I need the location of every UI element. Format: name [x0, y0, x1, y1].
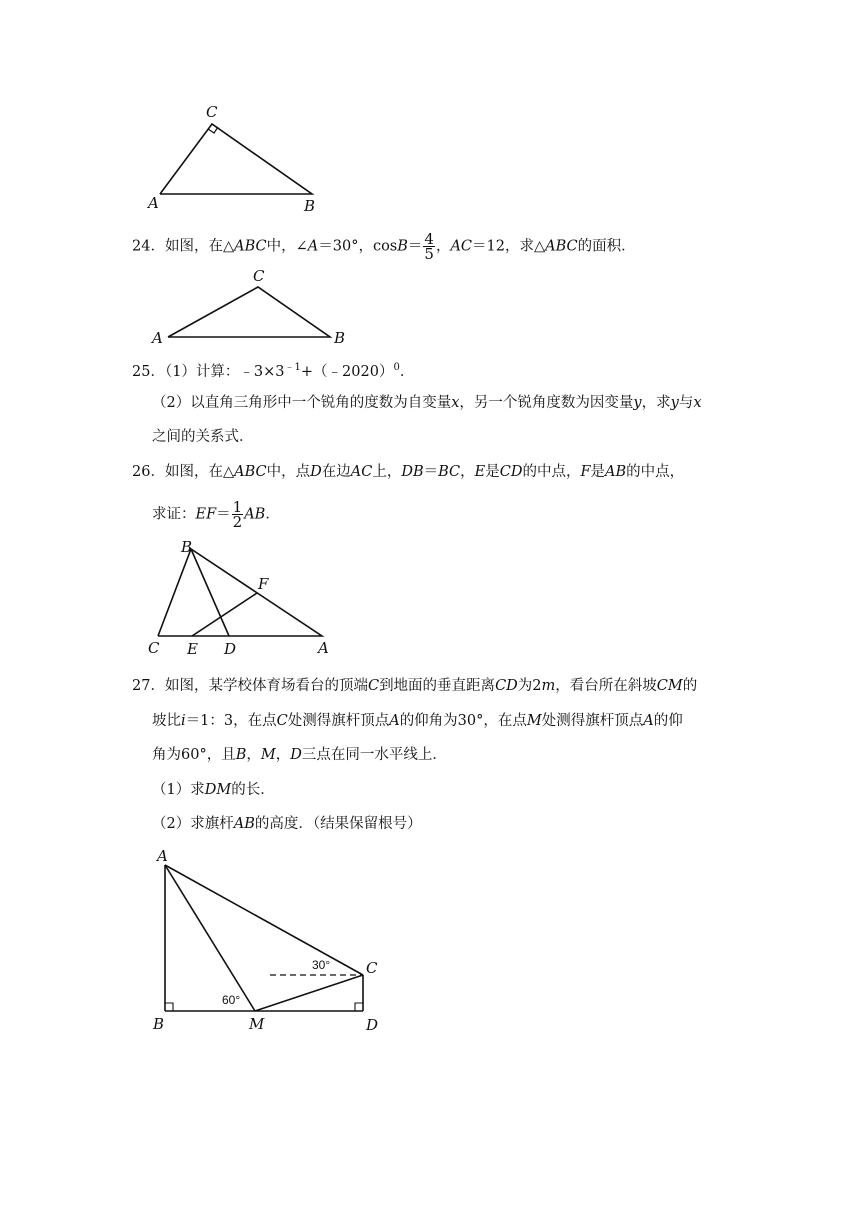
- q26-db: DB: [401, 464, 424, 480]
- q26-ab: AB: [605, 464, 627, 480]
- q27-p1-a: （1）求: [152, 782, 205, 798]
- q27-i: i: [181, 713, 186, 729]
- q26-f: F: [580, 464, 591, 480]
- q25-number: 25．: [132, 364, 165, 380]
- q27-l1-c: 为2: [517, 678, 542, 694]
- q27-label-m: M: [249, 1015, 265, 1033]
- q27-l3-d: 三点在同一水平线上．: [301, 747, 447, 763]
- q26-t8: 的中点，: [522, 464, 581, 480]
- q27-m: m: [541, 678, 556, 694]
- q24-a: A: [307, 238, 319, 255]
- figure-top-triangle: [140, 100, 340, 215]
- q27-slope-mc: [255, 975, 363, 1011]
- q27-p1-b: 的长．: [231, 782, 275, 798]
- q27-l2-b: ＝1：3，在点: [185, 713, 277, 729]
- q24-frac-den: 5: [424, 245, 434, 263]
- q27-a2: A: [643, 713, 654, 729]
- q24-text: [132, 232, 636, 261]
- q26-label-f: F: [258, 575, 269, 593]
- q27-cm: CM: [656, 678, 683, 694]
- q27-l2-c: 处测得旗杆顶点: [287, 713, 390, 729]
- q24-number: 24．: [132, 238, 165, 255]
- q27-l2-d: 的仰角为30°，在点: [399, 713, 527, 729]
- q26-t7: 是: [485, 464, 500, 480]
- label-a: A: [148, 194, 159, 212]
- q27-m2: M: [526, 713, 542, 729]
- label-c: C: [206, 103, 218, 121]
- q27-right-angle-b: [165, 1003, 173, 1011]
- triangle-outline: [160, 124, 312, 194]
- q24-fraction: [423, 232, 435, 261]
- q26-t1: 如图，在△: [164, 464, 235, 480]
- q26-label-d: D: [224, 640, 237, 658]
- q27-l1-d: ，看台所在斜坡: [555, 678, 657, 694]
- q27-line-4: [152, 780, 275, 800]
- q24-text-7: 的面积．: [577, 238, 636, 255]
- q25-p1-end: ．: [399, 364, 415, 380]
- q27-number: 27．: [132, 678, 165, 694]
- q26-frac-den: 2: [232, 513, 243, 531]
- q26-label-e: E: [187, 640, 198, 658]
- q24-frac-num: 4: [424, 230, 434, 248]
- q26-t4: 上，: [372, 464, 402, 480]
- q24-figure-svg: [148, 265, 358, 350]
- q27-l2-a: 坡比: [152, 713, 181, 729]
- q24-text-3: ＝30°，cos: [318, 238, 398, 255]
- q27-l3-b: ，: [246, 747, 261, 763]
- q27-l1-e: 的: [682, 678, 698, 694]
- q27-c2: C: [276, 713, 288, 729]
- q26-ac: AC: [350, 464, 373, 480]
- q26-proof: 求证：: [152, 506, 196, 523]
- q25-p2-a: （2）以直角三角形中一个锐角的度数为自变量: [152, 395, 452, 411]
- q26-t3: 在边: [321, 464, 351, 480]
- q27-label-d: D: [366, 1016, 379, 1034]
- q27-figure: [145, 845, 385, 1035]
- q27-ab: AB: [233, 816, 255, 832]
- q26-end: ．: [265, 506, 280, 523]
- q26-segment-ef: [192, 593, 257, 636]
- q25-y: y: [633, 395, 642, 411]
- q24-ac: AC: [450, 238, 473, 255]
- q26-t9: 是: [590, 464, 606, 480]
- q27-d: D: [290, 747, 302, 763]
- q26-number: 26．: [132, 464, 165, 480]
- q26-fraction: [232, 500, 244, 529]
- q24-text-1: 如图，在△: [164, 238, 235, 255]
- q24-abc: ABC: [234, 238, 267, 255]
- q26-line-1: [132, 462, 684, 482]
- q27-dm: DM: [204, 782, 232, 798]
- q26-t2: 中，点: [266, 464, 311, 480]
- q26-line-2: [152, 500, 280, 529]
- q25-p1-mid: +（﹣2020）: [300, 364, 394, 380]
- label-b: B: [304, 197, 316, 215]
- q25-x2: x: [693, 395, 702, 411]
- q25-line-3: [152, 427, 254, 447]
- q27-p2-b: 的高度．（结果保留根号）: [254, 816, 422, 832]
- q27-label-c: C: [366, 959, 378, 977]
- q26-label-c: C: [148, 639, 160, 657]
- q24-text-5: ，: [435, 238, 451, 255]
- q27-l3-c: ，: [275, 747, 291, 763]
- q27-line-5: [152, 814, 422, 834]
- q24-figure: [148, 265, 358, 350]
- q25-p2-c: ，求: [641, 395, 671, 411]
- q25-p1-sup: ﹣1: [284, 362, 301, 373]
- q26-triangle: [158, 549, 322, 636]
- q24-text-6: ＝12，求△: [472, 238, 546, 255]
- q24-b: B: [397, 238, 408, 255]
- q26-t10: 的中点，: [626, 464, 685, 480]
- q27-l2-f: 的仰: [653, 713, 683, 729]
- figure-top-svg: [140, 100, 340, 215]
- q24-abc2: ABC: [545, 238, 578, 255]
- q24-triangle: [168, 287, 330, 337]
- q26-cd: CD: [499, 464, 523, 480]
- q27-p2-a: （2）求旗杆: [152, 816, 234, 832]
- q27-angle-30: 30°: [312, 958, 331, 972]
- q24-label-b: B: [334, 329, 346, 347]
- q26-d: D: [310, 464, 322, 480]
- q27-l1-b: 到地面的垂直距离: [379, 678, 496, 694]
- q27-l2-e: 处测得旗杆顶点: [541, 713, 644, 729]
- q26-ab2: AB: [244, 506, 266, 523]
- q26-abc: ABC: [234, 464, 267, 480]
- q25-p1-sup2: 0: [393, 362, 400, 373]
- q27-label-b: B: [153, 1015, 165, 1033]
- q27-angle-60: 60°: [222, 993, 241, 1007]
- q27-right-angle-d: [355, 1003, 363, 1011]
- q27-label-a: A: [157, 847, 168, 865]
- q25-p1-prefix: （1）计算：﹣3×3: [164, 364, 285, 380]
- q27-c: C: [367, 678, 380, 694]
- q26-figure-svg: [140, 535, 350, 660]
- q24-label-a: A: [152, 329, 163, 347]
- q26-label-a: A: [318, 639, 329, 657]
- q27-a: A: [389, 713, 400, 729]
- q27-b: B: [235, 747, 247, 763]
- q26-figure: [140, 535, 350, 660]
- q26-eq: ＝: [216, 506, 231, 523]
- q27-line-2: [152, 711, 683, 731]
- q25-p2-e: 之间的关系式．: [152, 429, 254, 445]
- q26-frac-num: 1: [232, 498, 243, 516]
- q26-t6: ，: [460, 464, 475, 480]
- q25-p2-d: 与: [678, 395, 694, 411]
- q27-line-1: [132, 676, 697, 696]
- q27-m3: M: [260, 747, 276, 763]
- q27-line-3: [152, 745, 447, 765]
- q24-label-c: C: [253, 267, 265, 285]
- q27-l3-a: 角为60°，且: [152, 747, 236, 763]
- q27-segment-am: [165, 865, 255, 1011]
- q25-p2-b: ，另一个锐角度数为因变量: [459, 395, 634, 411]
- q26-ef: EF: [195, 506, 217, 523]
- q24-text-2: 中，∠: [266, 238, 308, 255]
- q25-y2: y: [670, 395, 679, 411]
- q26-label-b: B: [181, 538, 193, 556]
- q25-line-1: [132, 358, 414, 382]
- q25-line-2: [152, 393, 702, 413]
- q26-bc: BC: [438, 464, 461, 480]
- q27-segment-ac: [165, 865, 363, 975]
- q25-x: x: [451, 395, 460, 411]
- q24-text-4: ＝: [407, 238, 423, 255]
- q26-t5: ＝: [423, 464, 439, 480]
- q27-cd: CD: [495, 678, 518, 694]
- q27-l1-a: 如图，某学校体育场看台的顶端: [164, 678, 368, 694]
- q26-e: E: [474, 464, 486, 480]
- q27-figure-svg: [145, 845, 385, 1035]
